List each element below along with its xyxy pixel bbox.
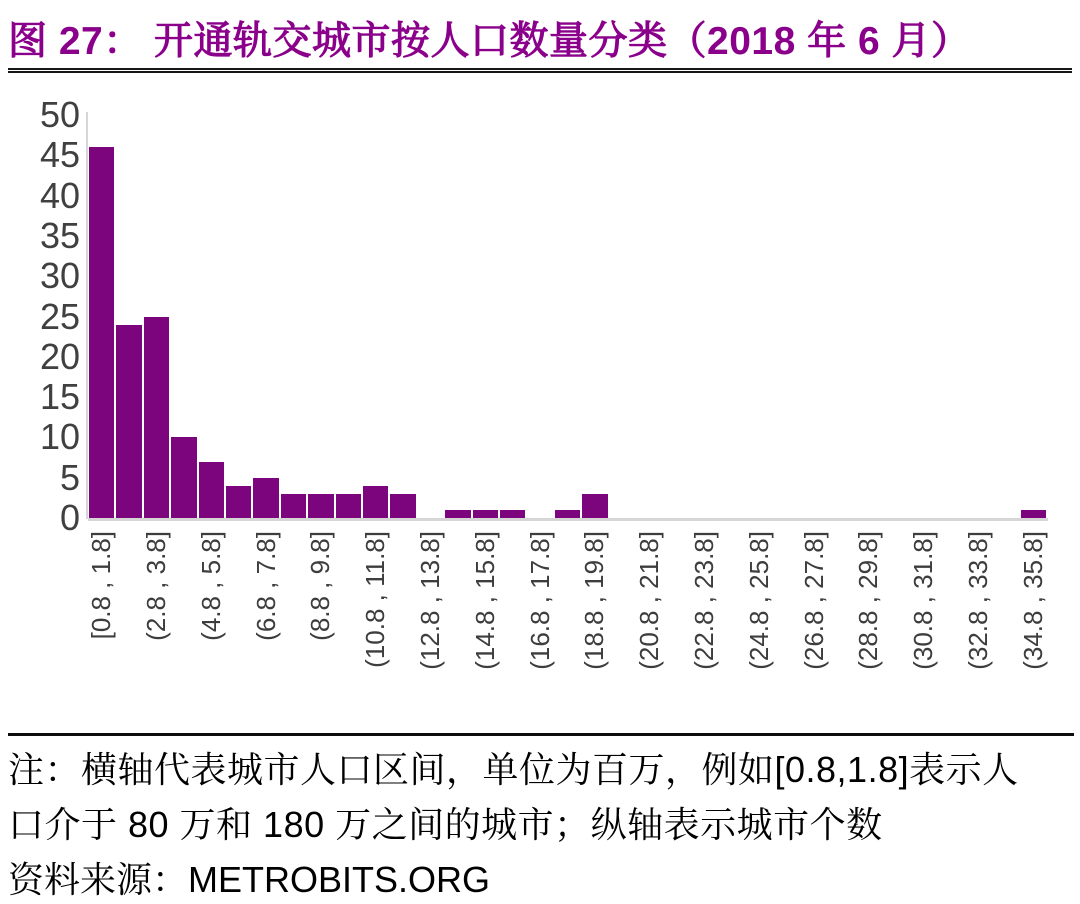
bar-bin-7 — [252, 478, 279, 518]
bar-bin-11 — [362, 486, 389, 518]
bar-bin-1 — [88, 147, 115, 518]
bar-bin-6 — [225, 486, 252, 518]
bar-bin-5 — [198, 462, 225, 518]
y-tick-label-5: 5 — [59, 456, 80, 498]
x-tick-label-(30.8 , 31.8]: (30.8 , 31.8] — [908, 531, 939, 670]
population-histogram — [0, 80, 1080, 720]
bar-bin-15 — [472, 510, 499, 518]
y-tick-label-35: 35 — [39, 214, 80, 256]
title-divider — [8, 68, 1072, 73]
x-tick-label-(12.8 , 13.8]: (12.8 , 13.8] — [415, 531, 445, 670]
y-tick-label-0: 0 — [59, 497, 80, 538]
x-tick-label-(6.8 , 7.8]: (6.8 , 7.8] — [250, 531, 281, 641]
y-tick-label-15: 15 — [39, 376, 80, 418]
bar-bin-16 — [499, 510, 526, 518]
bar-bin-12 — [389, 494, 416, 518]
bar-bin-14 — [444, 510, 471, 518]
y-tick-label-30: 30 — [39, 255, 80, 297]
bar-bin-2 — [115, 325, 142, 518]
bar-bin-10 — [335, 494, 362, 518]
x-tick-label-(10.8 , 11.8]: (10.8 , 11.8] — [360, 531, 391, 668]
figure-note-line-1: 注：横轴代表城市人口区间，单位为百万，例如[0.8,1.8]表示人 — [8, 749, 1019, 790]
bar-bin-35 — [1020, 510, 1047, 518]
x-tick-label-(2.8 , 3.8]: (2.8 , 3.8] — [141, 531, 171, 641]
y-tick-label-45: 45 — [39, 134, 80, 176]
x-tick-label-(22.8 , 23.8]: (22.8 , 23.8] — [689, 531, 719, 670]
y-tick-label-20: 20 — [39, 335, 80, 377]
bar-bin-4 — [170, 437, 197, 518]
y-tick-label-40: 40 — [39, 174, 80, 216]
y-tick-label-50: 50 — [39, 94, 80, 135]
x-tick-label-(34.8 , 35.8]: (34.8 , 35.8] — [1017, 531, 1048, 670]
x-axis-line — [88, 518, 1048, 521]
bar-bin-3 — [143, 317, 170, 519]
x-tick-label-(32.8 , 33.8]: (32.8 , 33.8] — [963, 531, 993, 670]
x-tick-label-(26.8 , 27.8]: (26.8 , 27.8] — [798, 531, 829, 670]
note-divider — [8, 733, 1074, 736]
x-tick-label-(16.8 , 17.8]: (16.8 , 17.8] — [524, 531, 555, 670]
x-tick-label-(18.8 , 19.8]: (18.8 , 19.8] — [579, 531, 610, 670]
x-tick-label-(14.8 , 15.8]: (14.8 , 15.8] — [469, 531, 500, 670]
bar-bin-19 — [581, 494, 608, 518]
bar-bin-9 — [307, 494, 334, 518]
figure-note-line-2: 口介于 80 万和 180 万之间的城市；纵轴表示城市个数 — [8, 804, 883, 845]
y-tick-label-10: 10 — [39, 416, 80, 458]
figure-source: 资料来源：METROBITS.ORG — [8, 859, 491, 900]
x-tick-label-(28.8 , 29.8]: (28.8 , 29.8] — [853, 531, 884, 670]
x-tick-label-(4.8 , 5.8]: (4.8 , 5.8] — [195, 531, 226, 641]
y-tick-label-25: 25 — [39, 295, 80, 337]
x-tick-label-[0.8 , 1.8]: [0.8 , 1.8] — [86, 531, 117, 640]
x-tick-label-(20.8 , 21.8]: (20.8 , 21.8] — [634, 531, 665, 670]
figure-title: 图 27： 开通轨交城市按人口数量分类（2018 年 6 月） — [8, 20, 971, 63]
x-tick-label-(8.8 , 9.8]: (8.8 , 9.8] — [305, 531, 336, 641]
bar-bin-8 — [280, 494, 307, 518]
x-tick-label-(24.8 , 25.8]: (24.8 , 25.8] — [743, 531, 774, 670]
bar-bin-18 — [554, 510, 581, 518]
